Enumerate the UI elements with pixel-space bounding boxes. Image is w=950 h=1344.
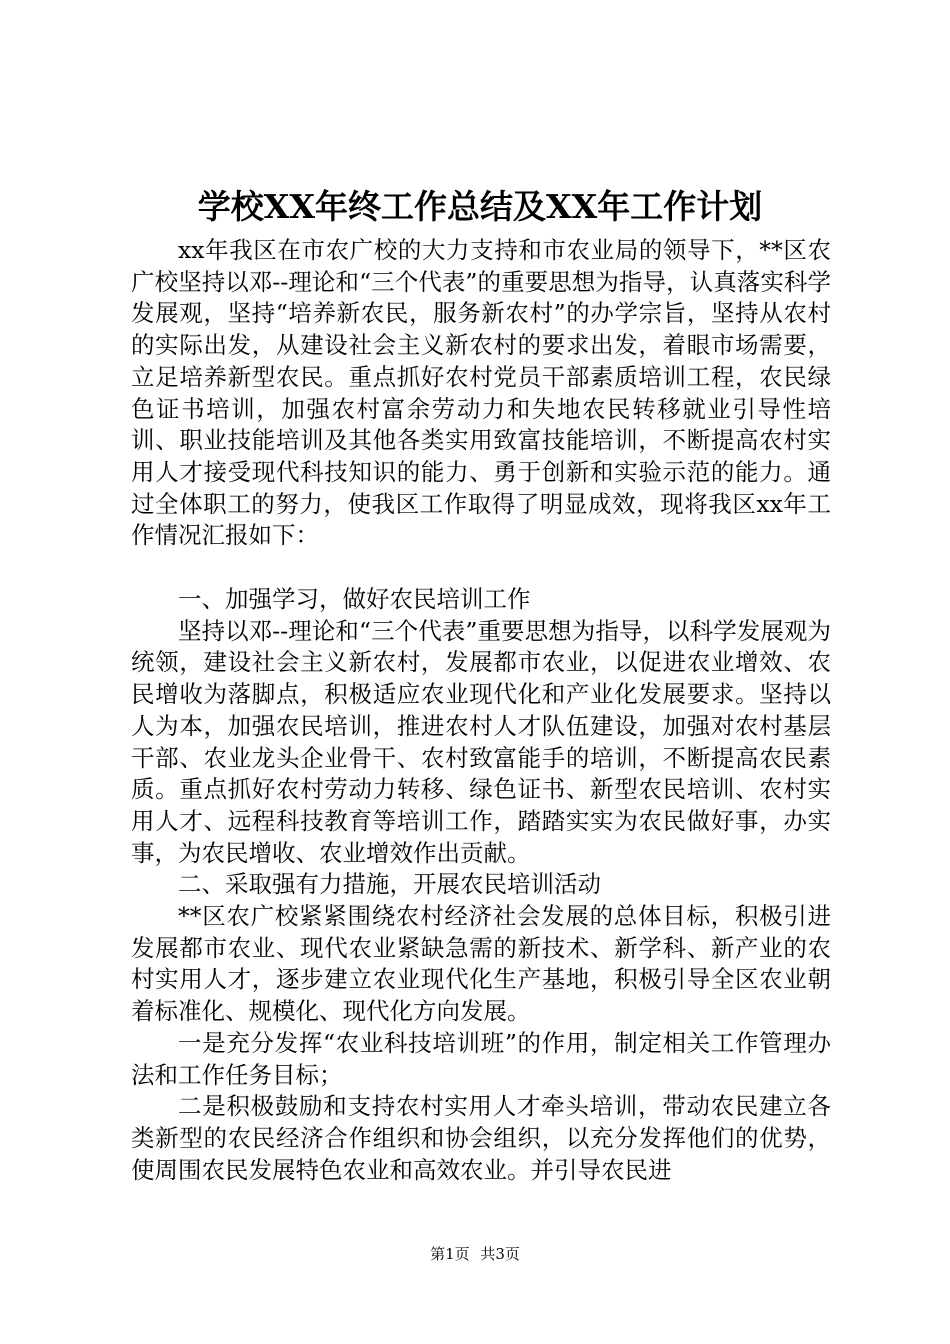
page-total: 共3页 [480,1245,520,1263]
intro-paragraph: xx年我区在市农广校的大力支持和市农业局的领导下，**区农广校坚持以邓--理论和“三个代表”的重要思想为指导，认真落实科学发展观，坚持“培养新农民，服务新农村”的办学宗旨，坚持从农村的实际出发，从建设社会主义新农村的要求出发，着眼市场需要，立足培养新型农民。重点抓好农村党员干部素质培训工程，农民绿色证书培训，加强农村富余劳动力和失地农民转移就业引导性培训、职业技能培训及其他各类实用致富技能培训，不断提高农村实用人才接受现代科技知识的能力、勇于创新和实验示范的能力。通过全体职工的努力，使我区工作取得了明显成效，现将我区xx年工作情况汇报如下： [131,236,831,550]
document-title: 学校XX年终工作总结及XX年工作计划 [197,187,763,226]
section-paragraph-2: **区农广校紧紧围绕农村经济社会发展的总体目标，积极引进发展都市农业、现代农业紧缺急需的新技术、新学科、新产业的农村实用人才，逐步建立农业现代化生产基地，积极引导全区农业朝着标准化、规模化、现代化方向发展。 [131,902,831,1026]
page-number: 第1页 [430,1245,470,1263]
section-heading-1: 一、加强学习，做好农民培训工作 [178,585,531,614]
section-paragraph-1: 坚持以邓--理论和“三个代表”重要思想为指导，以科学发展观为统领，建设社会主义新农村，发展都市农业，以促进农业增效、农民增收为落脚点，积极适应农业现代化和产业化发展要求。坚持以人为本，加强农民培训，推进农村人才队伍建设，加强对农村基层干部、农业龙头企业骨干、农村致富能手的培训，不断提高农民素质。重点抓好农村劳动力转移、绿色证书、新型农民培训、农村实用人才、远程科技教育等培训工作，踏踏实实为农民做好事，办实事，为农民增收、农业增效作出贡献。 [131,616,831,867]
page-footer [0,1244,950,1264]
list-item-1: 一是充分发挥“农业科技培训班”的作用，制定相关工作管理办法和工作任务目标； [131,1028,831,1089]
section-heading-2: 二、采取强有力措施，开展农民培训活动 [178,870,601,899]
list-item-2: 二是积极鼓励和支持农村实用人才牵头培训，带动农民建立各类新型的农民经济合作组织和协会组织，以充分发挥他们的优势，使周围农民发展特色农业和高效农业。并引导农民进 [131,1092,831,1184]
document-body [131,235,831,1186]
paragraph-gap [131,552,831,584]
